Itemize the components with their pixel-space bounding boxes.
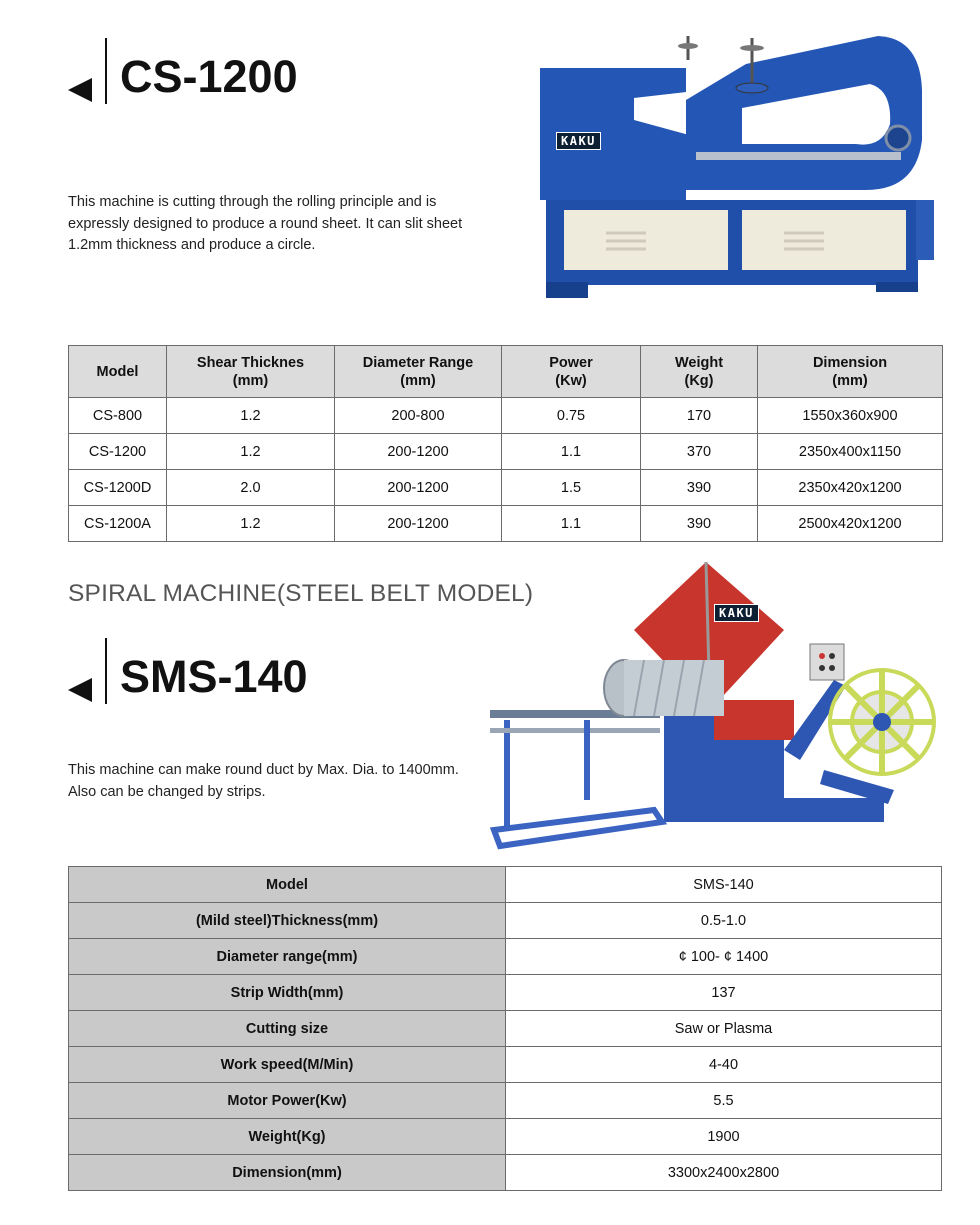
table-cell: 200-1200: [335, 506, 502, 542]
spec-value: Saw or Plasma: [506, 1011, 942, 1047]
spec-label: Dimension(mm): [69, 1155, 506, 1191]
left-triangle-icon: [68, 78, 92, 102]
sms-spec-table: [68, 866, 942, 1191]
table-header-cell: Dimension (mm): [758, 346, 943, 398]
table-row: [69, 903, 942, 939]
description-line: expressly designed to produce a round sheet. It can slit sheet: [68, 215, 463, 232]
table-row: [69, 470, 943, 506]
spec-label: Cutting size: [69, 1011, 506, 1047]
sms140-model-title: SMS-140: [120, 651, 308, 702]
table-cell: 1550x360x900: [758, 398, 943, 434]
sms140-brand-label: KAKU: [714, 604, 759, 622]
table-cell: CS-800: [69, 398, 167, 434]
spec-value: 0.5-1.0: [506, 903, 942, 939]
table-row: [69, 506, 943, 542]
circle-cutting-machine-image: [536, 30, 936, 300]
spiral-duct-machine-image: [484, 560, 944, 852]
cs1200-description: [68, 192, 462, 257]
table-row: [69, 398, 943, 434]
table-cell: 2350x420x1200: [758, 470, 943, 506]
table-cell: 2500x420x1200: [758, 506, 943, 542]
spec-label: Motor Power(Kw): [69, 1083, 506, 1119]
spec-label: Model: [69, 867, 506, 903]
table-cell: 200-1200: [335, 434, 502, 470]
table-row: [69, 1047, 942, 1083]
spiral-section-title: SPIRAL MACHINE(STEEL BELT MODEL): [68, 580, 534, 607]
spec-label: Diameter range(mm): [69, 939, 506, 975]
left-triangle-icon: [68, 678, 92, 702]
table-header-cell: Shear Thicknes (mm): [167, 346, 335, 398]
table-cell: 390: [641, 470, 758, 506]
spec-value: 5.5: [506, 1083, 942, 1119]
table-cell: 170: [641, 398, 758, 434]
table-cell: 390: [641, 506, 758, 542]
table-cell: 200-800: [335, 398, 502, 434]
table-cell: 200-1200: [335, 470, 502, 506]
table-row: [69, 867, 942, 903]
sms140-description: [68, 760, 459, 803]
description-line: This machine can make round duct by Max. Dia. to 1400mm.: [68, 762, 459, 778]
table-header-cell: Diameter Range (mm): [335, 346, 502, 398]
table-header-cell: Power (Kw): [502, 346, 641, 398]
table-cell: 0.75: [502, 398, 641, 434]
table-cell: 370: [641, 434, 758, 470]
table-row: [69, 939, 942, 975]
description-line: This machine is cutting through the rolling principle and is: [68, 194, 437, 210]
table-cell: 1.1: [502, 506, 641, 542]
table-cell: CS-1200: [69, 434, 167, 470]
spec-label: (Mild steel)Thickness(mm): [69, 903, 506, 939]
table-row: [69, 1155, 942, 1191]
cs1200-model-title: CS-1200: [120, 51, 298, 102]
table-cell: 2.0: [167, 470, 335, 506]
table-cell: 1.2: [167, 398, 335, 434]
table-header-cell: Weight (Kg): [641, 346, 758, 398]
spec-value: 1900: [506, 1119, 942, 1155]
table-cell: 1.1: [502, 434, 641, 470]
spec-value: 137: [506, 975, 942, 1011]
table-row: [69, 1011, 942, 1047]
table-row: [69, 1119, 942, 1155]
table-cell: 1.2: [167, 434, 335, 470]
heading-divider: [105, 638, 107, 704]
spec-label: Strip Width(mm): [69, 975, 506, 1011]
heading-divider: [105, 38, 107, 104]
cs1200-brand-label: KAKU: [556, 132, 601, 150]
table-cell: CS-1200A: [69, 506, 167, 542]
spec-value: 4-40: [506, 1047, 942, 1083]
spec-label: Weight(Kg): [69, 1119, 506, 1155]
spec-value: ¢ 100- ¢ 1400: [506, 939, 942, 975]
description-line: 1.2mm thickness and produce a circle.: [68, 237, 316, 253]
table-cell: 1.2: [167, 506, 335, 542]
table-cell: 1.5: [502, 470, 641, 506]
description-line: Also can be changed by strips.: [68, 783, 266, 800]
table-row: [69, 1083, 942, 1119]
table-cell: 2350x400x1150: [758, 434, 943, 470]
spec-label: Work speed(M/Min): [69, 1047, 506, 1083]
table-row: [69, 975, 942, 1011]
table-header-row: [69, 346, 943, 398]
table-header-cell: Model: [69, 346, 167, 398]
spec-value: 3300x2400x2800: [506, 1155, 942, 1191]
spec-value: SMS-140: [506, 867, 942, 903]
cs-spec-table: [68, 345, 943, 542]
table-row: [69, 434, 943, 470]
table-cell: CS-1200D: [69, 470, 167, 506]
